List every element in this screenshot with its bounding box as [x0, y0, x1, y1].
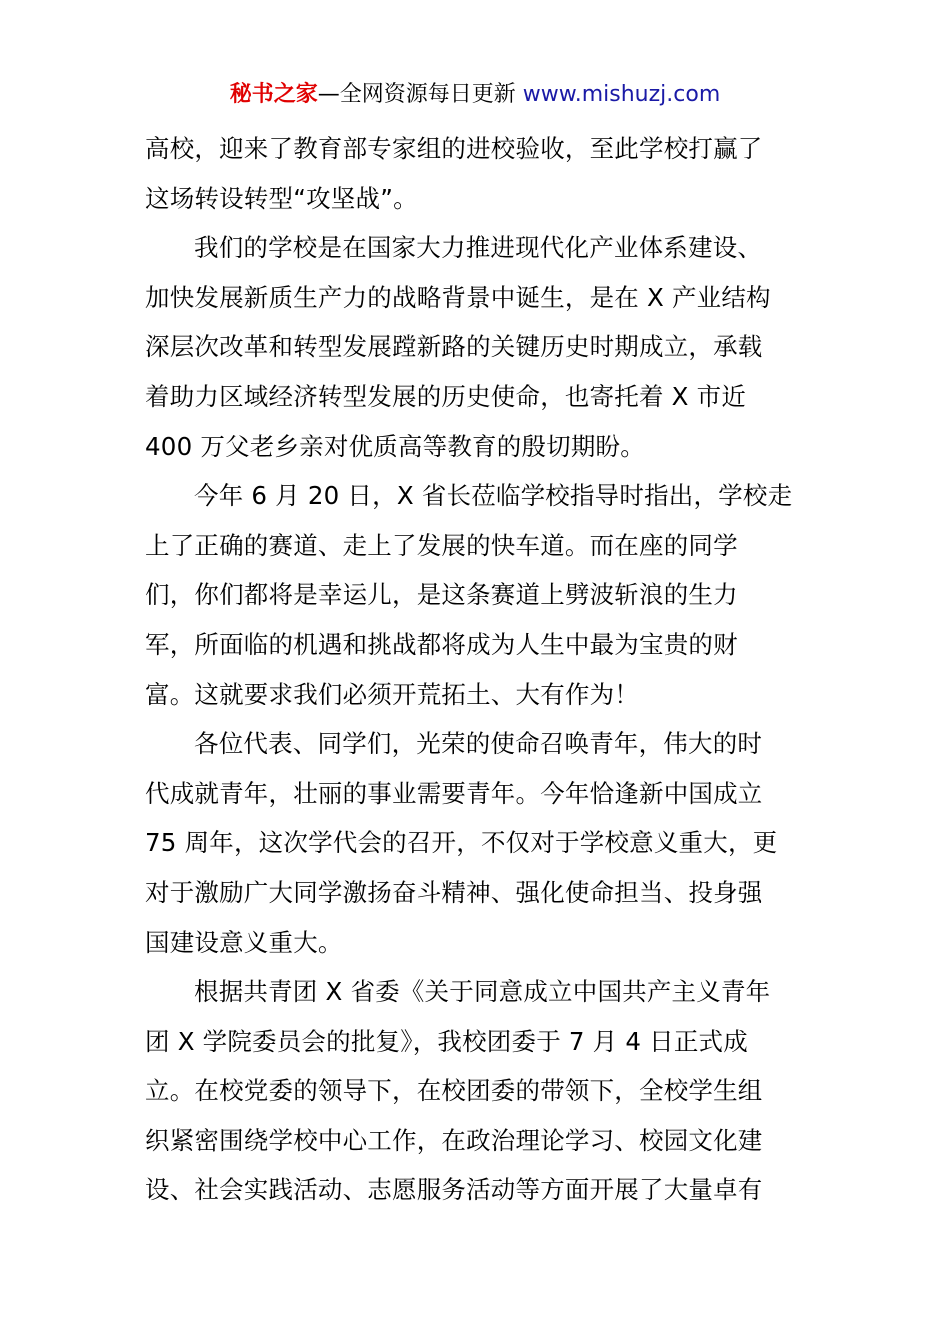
header-tagline: —全网资源每日更新	[317, 82, 523, 107]
document-body	[145, 124, 810, 1215]
text-line: 对于激励广大同学激扬奋斗精神、强化使命担当、投身强	[145, 877, 763, 907]
paragraph-start-line: 我们的学校是在国家大力推进现代化产业体系建设、	[194, 233, 763, 263]
text-line: 着助力区域经济转型发展的历史使命，也寄托着 X 市近	[145, 381, 747, 411]
paragraph-start-line: 今年 6 月 20 日，X 省长莅临学校指导时指出，学校走	[194, 481, 793, 511]
text-line: 代成就青年，壮丽的事业需要青年。今年恰逢新中国成立	[145, 778, 763, 808]
text-line: 富。这就要求我们必须开荒拓土、大有作为！	[145, 679, 639, 709]
text-line: 设、社会实践活动、志愿服务活动等方面开展了大量卓有	[145, 1175, 763, 1205]
text-line: 团 X 学院委员会的批复》，我校团委于 7 月 4 日正式成	[145, 1026, 748, 1056]
text-line: 上了正确的赛道、走上了发展的快车道。而在座的同学	[145, 530, 738, 560]
paragraph-start-line: 各位代表、同学们，光荣的使命召唤青年，伟大的时	[194, 729, 763, 759]
text-line: 75 周年，这次学代会的召开，不仅对于学校意义重大，更	[145, 828, 778, 858]
paragraph-start-line: 根据共青团 X 省委《关于同意成立中国共产主义青年	[194, 977, 771, 1007]
text-line: 立。在校党委的领导下，在校团委的带领下，全校学生组	[145, 1076, 763, 1106]
text-line: 深层次改革和转型发展蹚新路的关键历史时期成立，承载	[145, 332, 763, 362]
brand-name: 秘书之家	[229, 82, 318, 107]
text-line: 织紧密围绕学校中心工作，在政治理论学习、校园文化建	[145, 1125, 763, 1155]
page-header	[0, 80, 950, 110]
text-line: 军，所面临的机遇和挑战都将成为人生中最为宝贵的财	[145, 629, 738, 659]
site-url-link[interactable]: www.mishuzj.com	[522, 82, 721, 107]
text-line: 们，你们都将是幸运儿，是这条赛道上劈波斩浪的生力	[145, 580, 738, 610]
text-line: 国建设意义重大。	[145, 927, 343, 957]
text-line: 这场转设转型“攻坚战”。	[145, 183, 418, 213]
text-line: 400 万父老乡亲对优质高等教育的殷切期盼。	[145, 431, 645, 461]
text-line: 加快发展新质生产力的战略背景中诞生，是在 X 产业结构	[145, 282, 771, 312]
text-line: 高校，迎来了教育部专家组的进校验收，至此学校打赢了	[145, 134, 763, 163]
